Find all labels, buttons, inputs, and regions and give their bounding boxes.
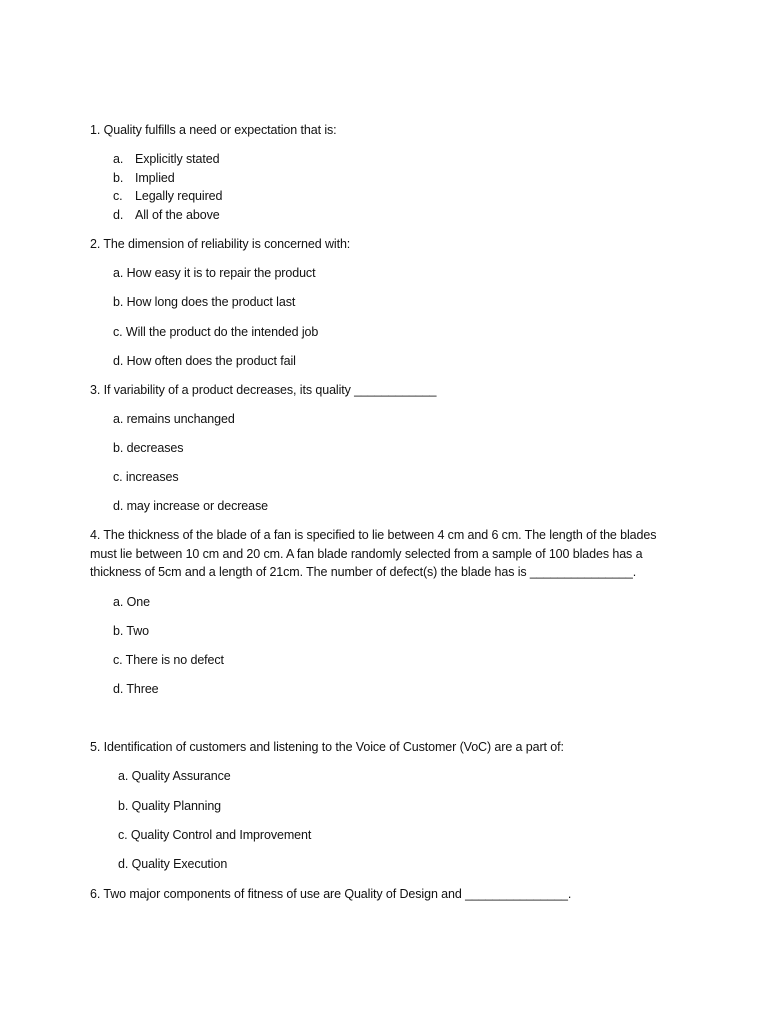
option-marker: d. (113, 208, 124, 222)
question-3-option-a: a. remains unchanged (113, 412, 235, 426)
question-5-option-c: c. Quality Control and Improvement (118, 828, 312, 842)
question-2-option-c: c. Will the product do the intended job (113, 325, 319, 339)
question-4-option-c: c. There is no defect (113, 653, 224, 667)
question-3-option-b: b. decreases (113, 441, 184, 455)
question-1-option-d (113, 206, 220, 225)
option-text: All of the above (135, 208, 220, 222)
question-3-option-d: d. may increase or decrease (113, 499, 269, 513)
question-5-option-a: a. Quality Assurance (118, 769, 231, 783)
option-marker: b. (113, 171, 124, 185)
option-text: Implied (135, 171, 175, 185)
question-1-option-c (113, 187, 222, 206)
option-marker: a. (113, 152, 124, 166)
question-5-stem: 5. Identification of customers and listening to the Voice of Customer (VoC) are a part of: (90, 740, 564, 754)
option-text: Explicitly stated (135, 152, 220, 166)
option-text: Legally required (135, 189, 223, 203)
question-1-stem: 1. Quality fulfills a need or expectation that is: (90, 123, 337, 137)
question-6-stem: 6. Two major components of fitness of use are Quality of Design and _______________. (90, 887, 572, 901)
question-2-option-b: b. How long does the product last (113, 295, 296, 309)
question-3-stem: 3. If variability of a product decreases, its quality ____________ (90, 383, 437, 397)
option-marker: c. (113, 189, 123, 203)
question-1-option-a (113, 150, 219, 169)
question-4-option-d: d. Three (113, 682, 159, 696)
question-5-option-d: d. Quality Execution (118, 857, 228, 871)
question-4-option-a: a. One (113, 595, 150, 609)
question-4-stem: 4. The thickness of the blade of a fan is specified to lie between 4 cm and 6 cm. The length of the blades must lie between 10 cm and 20 cm. A fan blade randomly selected from a sample of 100 blades has a thickness of 5cm and a length of 21cm. The number of defect(s) the blade has is _______________. (90, 528, 657, 579)
question-4-option-b: b. Two (113, 624, 149, 638)
question-2-stem: 2. The dimension of reliability is concerned with: (90, 237, 351, 251)
question-5-option-b: b. Quality Planning (118, 799, 222, 813)
question-1-option-b (113, 169, 175, 188)
question-2-option-a: a. How easy it is to repair the product (113, 266, 316, 280)
question-3-option-c: c. increases (113, 470, 179, 484)
question-2-option-d: d. How often does the product fail (113, 354, 296, 368)
